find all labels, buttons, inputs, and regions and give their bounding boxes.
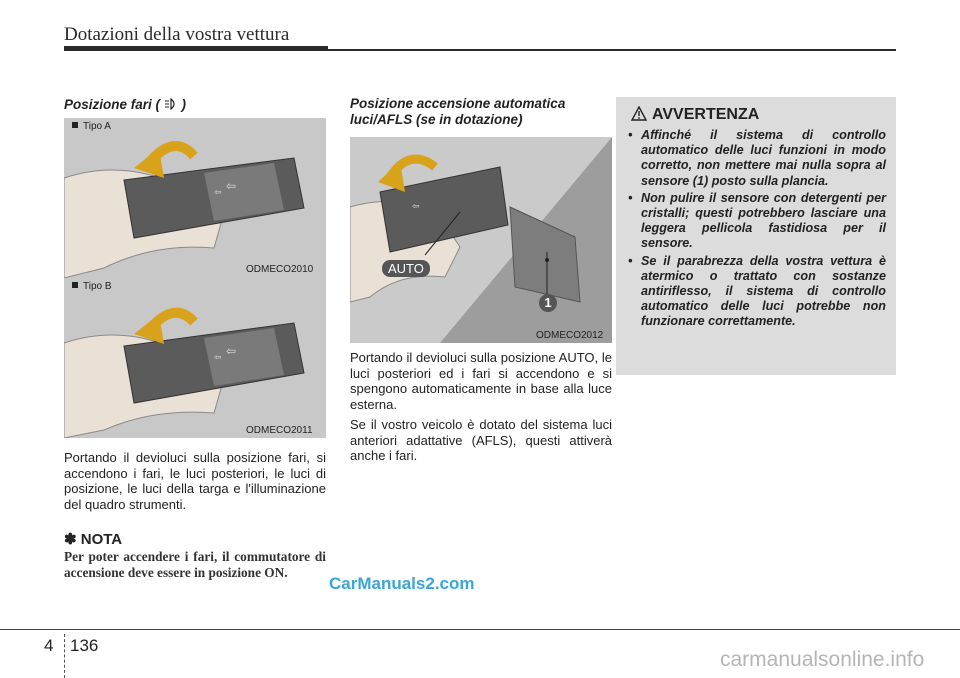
footer-rule — [0, 629, 960, 630]
svg-text:⇦: ⇦ — [214, 187, 222, 197]
figure-b-code: ODMECO2011 — [246, 425, 313, 436]
auto-stalk-illustration — [350, 137, 612, 343]
figure-auto-code: ODMECO2012 — [536, 330, 604, 341]
figure-a-code: ODMECO2010 — [246, 264, 314, 275]
figure-type-b — [64, 278, 326, 438]
headlight-icon — [164, 98, 178, 110]
auto-label: AUTO — [382, 260, 430, 277]
warning-list — [628, 128, 886, 332]
page-number: 136 — [70, 636, 99, 655]
warning-item: • Se il parabrezza della vostra vettura è atermico o trattato con sostanze antiriflesso, il sistema di controllo automatico delle luci potrebbe non funzionare correttamente. — [628, 253, 886, 329]
svg-text:⇦: ⇦ — [214, 352, 222, 362]
svg-text:⇦: ⇦ — [412, 201, 420, 211]
auto-position-heading: Posizione accensione automatica luci/AFLS (se in dotazione) — [350, 96, 566, 127]
watermark-carmanuals2: CarManuals2.com — [329, 574, 475, 593]
warning-title: AVVERTENZA — [652, 106, 760, 123]
headlight-paragraph: Portando il devioluci sulla posizione fari, si accendono i fari, le luci posteriori, le luci di posizione, le luci della targa e l'illuminazione del quadro strumenti. — [64, 450, 326, 512]
auto-paragraph-2: Se il vostro veicolo è dotato del sistema luci anteriori adattative (AFLS), questi attiverà anche i fari. — [350, 417, 612, 463]
watermark-carmanualsonline: carmanualsonline.info — [720, 648, 925, 671]
warning-item: • Non pulire il sensore con detergenti per cristalli; questi potrebbero lasciare una leggera pellicola fastidiosa per il sensore. — [628, 190, 886, 251]
stalk-illustration-b — [64, 278, 326, 438]
figure-auto — [350, 137, 612, 343]
note-text: Per poter accendere i fari, il commutatore di accensione deve essere in posizione ON. — [64, 549, 326, 580]
header-bar — [64, 46, 328, 51]
svg-text:⇦: ⇦ — [226, 344, 237, 358]
svg-text:⇦: ⇦ — [226, 179, 237, 193]
section-number: 4 — [44, 636, 54, 655]
type-b-label: Tipo B — [72, 281, 112, 292]
footer-divider — [64, 634, 65, 678]
sensor-callout: 1 — [539, 294, 557, 312]
auto-paragraph-1: Portando il devioluci sulla posizione AUTO, le luci posteriori ed i fari si accendono e si spengono automaticamente in base alla luce esterna. — [350, 350, 612, 412]
type-a-label: Tipo A — [72, 121, 111, 132]
warning-item: • Affinché il sistema di controllo automatico delle luci funzioni in modo corretto, non mettere mai nulla sopra al sensore (1) posto sulla plancia. — [628, 128, 886, 188]
headlight-position-heading: Posizione fari ( ) — [64, 97, 187, 112]
note-title: ✽ NOTA — [64, 531, 123, 548]
stalk-illustration-a — [64, 118, 326, 278]
page-header-title: Dotazioni della vostra vettura — [64, 24, 290, 45]
figure-type-a — [64, 118, 326, 278]
warning-icon — [631, 106, 647, 121]
header-rule — [328, 49, 896, 51]
